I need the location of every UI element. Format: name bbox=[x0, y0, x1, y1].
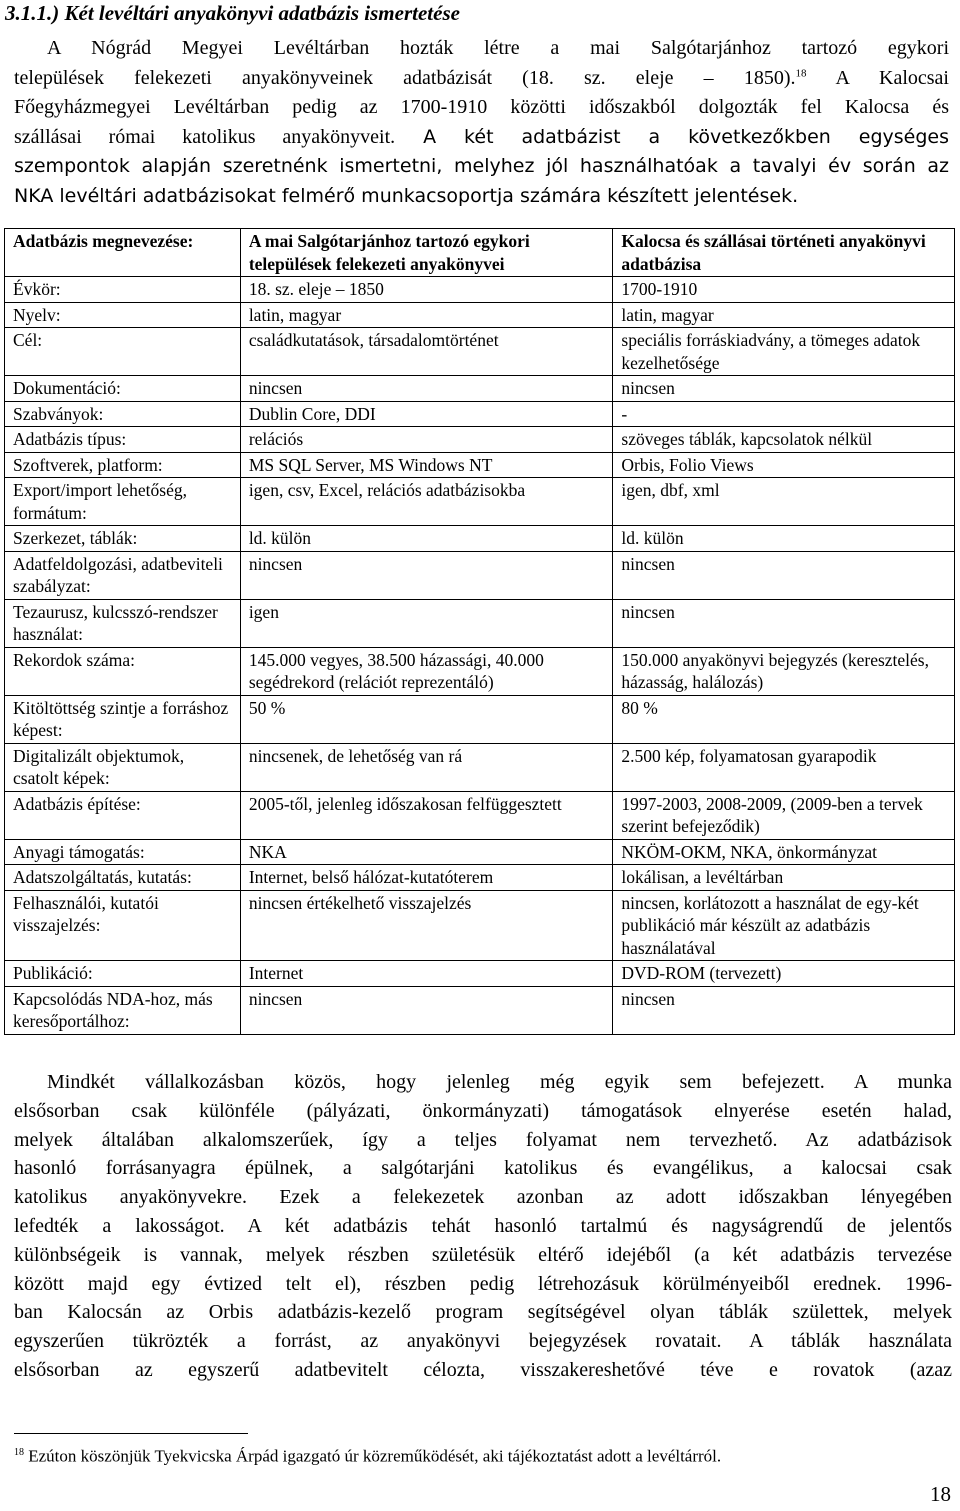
kalocsa-value-cell: szöveges táblák, kapcsolatok nélkül bbox=[613, 427, 955, 453]
closing-line: melyek általában alkalomszerűek, így a teljes folyamat nem tervezhető. Az adatbázisok bbox=[14, 1128, 952, 1151]
row-label-cell: Tezaurusz, kulcsszó-rendszer használat: bbox=[5, 599, 241, 647]
kalocsa-value-cell: NKÖM-OKM, NKA, önkormányzat bbox=[613, 839, 955, 865]
table-row bbox=[5, 328, 955, 376]
header-salgotarjan-cell: A mai Salgótarjánhoz tartozó egykori települések felekezeti anyakönyvei bbox=[240, 229, 613, 277]
row-label-cell: Nyelv: bbox=[5, 302, 241, 328]
table-row bbox=[5, 376, 955, 402]
kalocsa-value-cell: nincsen bbox=[613, 551, 955, 599]
row-label-cell: Rekordok száma: bbox=[5, 647, 241, 695]
footnote-number: 18 bbox=[14, 1447, 24, 1458]
kalocsa-value-cell: latin, magyar bbox=[613, 302, 955, 328]
salgotarjan-value-cell: igen bbox=[240, 599, 613, 647]
intro-line: szempontok alapján szeretnénk ismertetni, melyhez jól használhatóak a tavalyi év során az bbox=[14, 155, 949, 177]
salgotarjan-value-cell: ld. külön bbox=[240, 526, 613, 552]
closing-line: lefedték a lakosságot. A két adatbázis tehát hasonló tartalmú és nagyságrendű de jelentős bbox=[14, 1214, 952, 1237]
section-heading: 3.1.1.) Két levéltári anyakönyvi adatbázis ismertetése bbox=[5, 1, 460, 25]
intro-text: települések felekezeti anyakönyveinek adatbázisát (18. sz. eleje – 1850). bbox=[14, 66, 796, 89]
footnote-ref: 18 bbox=[795, 66, 807, 79]
row-label-cell: Publikáció: bbox=[5, 961, 241, 987]
kalocsa-value-cell: igen, dbf, xml bbox=[613, 478, 955, 526]
kalocsa-value-cell: - bbox=[613, 401, 955, 427]
closing-line: hasonló forrásanyagra épülnek, a salgótarjáni katolikus és evangélikus, a kalocsai csak bbox=[14, 1157, 952, 1180]
intro-line bbox=[14, 66, 949, 96]
table-row bbox=[5, 839, 955, 865]
salgotarjan-value-cell: relációs bbox=[240, 427, 613, 453]
row-label-cell: Adatbázis típus: bbox=[5, 427, 241, 453]
kalocsa-value-cell: speciális forráskiadvány, a tömeges adatok kezelhetősége bbox=[613, 328, 955, 376]
table-row bbox=[5, 302, 955, 328]
salgotarjan-value-cell: nincsen bbox=[240, 376, 613, 402]
closing-line: Mindkét vállalkozásban közös, hogy jelenleg még egyik sem befejezett. A munka bbox=[47, 1071, 952, 1093]
intro-text: A két adatbázist a következőkben egységes bbox=[395, 125, 949, 148]
intro-line bbox=[14, 125, 949, 155]
kalocsa-value-cell: Orbis, Folio Views bbox=[613, 452, 955, 478]
closing-line: elsősorban az egyszerű adatbevitelt célozta, visszakereshetővé téve e rovatok (azaz bbox=[14, 1358, 952, 1381]
salgotarjan-value-cell: családkutatások, társadalomtörténet bbox=[240, 328, 613, 376]
closing-line: között majd egy évtized telt el), részben pedig létrehozásuk körülményeiből erednek. 1996- bbox=[14, 1272, 952, 1295]
table-row bbox=[5, 452, 955, 478]
table-row bbox=[5, 647, 955, 695]
row-label-cell: Adatfeldolgozási, adatbeviteli szabályzat: bbox=[5, 551, 241, 599]
salgotarjan-value-cell: nincsen bbox=[240, 986, 613, 1034]
table-row bbox=[5, 695, 955, 743]
intro-text: szállásai római katolikus anyakönyveit. bbox=[14, 125, 396, 148]
kalocsa-value-cell: nincsen bbox=[613, 599, 955, 647]
kalocsa-value-cell: 2.500 kép, folyamatosan gyarapodik bbox=[613, 743, 955, 791]
kalocsa-value-cell: 1997-2003, 2008-2009, (2009-ben a tervek szerint befejeződik) bbox=[613, 791, 955, 839]
table-header-row bbox=[5, 229, 955, 277]
row-label-cell: Szabványok: bbox=[5, 401, 241, 427]
closing-line: elsősorban csak különféle (pályázati, önkormányzati) támogatások elnyerése esetén halad, bbox=[14, 1099, 952, 1122]
salgotarjan-value-cell: nincsen értékelhető visszajelzés bbox=[240, 890, 613, 961]
row-label-cell: Kapcsolódás NDA-hoz, más keresőportálhoz: bbox=[5, 986, 241, 1034]
table-row bbox=[5, 986, 955, 1034]
kalocsa-value-cell: 1700-1910 bbox=[613, 277, 955, 303]
row-label-cell: Adatszolgáltatás, kutatás: bbox=[5, 865, 241, 891]
table-row bbox=[5, 890, 955, 961]
salgotarjan-value-cell: 50 % bbox=[240, 695, 613, 743]
kalocsa-value-cell: 150.000 anyakönyvi bejegyzés (keresztelés, házasság, halálozás) bbox=[613, 647, 955, 695]
salgotarjan-value-cell: NKA bbox=[240, 839, 613, 865]
header-label-cell: Adatbázis megnevezése: bbox=[5, 229, 241, 277]
closing-line: különbségeik is vannak, melyek részben születésük eltérő idejéből (a két adatbázis tervezése bbox=[14, 1243, 952, 1266]
footnote-divider bbox=[14, 1433, 248, 1434]
table-row bbox=[5, 401, 955, 427]
table-row bbox=[5, 791, 955, 839]
table-row bbox=[5, 599, 955, 647]
salgotarjan-value-cell: latin, magyar bbox=[240, 302, 613, 328]
kalocsa-value-cell: lokálisan, a levéltárban bbox=[613, 865, 955, 891]
row-label-cell: Export/import lehetőség, formátum: bbox=[5, 478, 241, 526]
closing-paragraph bbox=[14, 1070, 952, 1387]
salgotarjan-value-cell: 18. sz. eleje – 1850 bbox=[240, 277, 613, 303]
salgotarjan-value-cell: MS SQL Server, MS Windows NT bbox=[240, 452, 613, 478]
table-row bbox=[5, 551, 955, 599]
row-label-cell: Évkör: bbox=[5, 277, 241, 303]
row-label-cell: Dokumentáció: bbox=[5, 376, 241, 402]
closing-line: katolikus anyakönyvekre. Ezek a felekezetek azonban az adott időszakban lényegében bbox=[14, 1186, 952, 1209]
salgotarjan-value-cell: Dublin Core, DDI bbox=[240, 401, 613, 427]
row-label-cell: Felhasználói, kutatói visszajelzés: bbox=[5, 890, 241, 961]
kalocsa-value-cell: nincsen bbox=[613, 376, 955, 402]
closing-line: ban Kalocsán az Orbis adatbázis-kezelő program segítségével olyan táblák születtek, melyek bbox=[14, 1301, 952, 1324]
table-row bbox=[5, 478, 955, 526]
row-label-cell: Anyagi támogatás: bbox=[5, 839, 241, 865]
kalocsa-value-cell: nincsen, korlátozott a használat de egy-két publikáció már készült az adatbázis használatával bbox=[613, 890, 955, 961]
row-label-cell: Szoftverek, platform: bbox=[5, 452, 241, 478]
row-label-cell: Kitöltöttség szintje a forráshoz képest: bbox=[5, 695, 241, 743]
footnote bbox=[14, 1442, 721, 1468]
row-label-cell: Szerkezet, táblák: bbox=[5, 526, 241, 552]
table-row bbox=[5, 526, 955, 552]
kalocsa-value-cell: ld. külön bbox=[613, 526, 955, 552]
salgotarjan-value-cell: igen, csv, Excel, relációs adatbázisokba bbox=[240, 478, 613, 526]
salgotarjan-value-cell: Internet, belső hálózat-kutatóterem bbox=[240, 865, 613, 891]
table-row bbox=[5, 277, 955, 303]
table-body bbox=[5, 277, 955, 1035]
kalocsa-value-cell: 80 % bbox=[613, 695, 955, 743]
closing-line: egyszerűen tükrözték a forrást, az anyakönyvi bejegyzések rovatait. A táblák használata bbox=[14, 1330, 952, 1353]
intro-paragraph bbox=[14, 36, 949, 213]
footnote-text: Ezúton köszönjük Tyekvicska Árpád igazgató úr közreműködését, aki tájékoztatást adott a levéltárról. bbox=[24, 1446, 722, 1466]
table-row bbox=[5, 743, 955, 791]
kalocsa-value-cell: nincsen bbox=[613, 986, 955, 1034]
salgotarjan-value-cell: 145.000 vegyes, 38.500 házassági, 40.000 segédrekord (relációt reprezentáló) bbox=[240, 647, 613, 695]
table-row bbox=[5, 865, 955, 891]
intro-line: NKA levéltári adatbázisokat felmérő munkacsoportja számára készített jelentések. bbox=[14, 184, 799, 207]
row-label-cell: Adatbázis építése: bbox=[5, 791, 241, 839]
intro-line: A Nógrád Megyei Levéltárban hozták létre a mai Salgótarjánhoz tartozó egykori bbox=[47, 37, 949, 59]
salgotarjan-value-cell: Internet bbox=[240, 961, 613, 987]
table-row bbox=[5, 427, 955, 453]
salgotarjan-value-cell: nincsenek, de lehetőség van rá bbox=[240, 743, 613, 791]
salgotarjan-value-cell: 2005-től, jelenleg időszakosan felfüggesztett bbox=[240, 791, 613, 839]
row-label-cell: Digitalizált objektumok, csatolt képek: bbox=[5, 743, 241, 791]
comparison-table bbox=[4, 228, 955, 1035]
kalocsa-value-cell: DVD-ROM (tervezett) bbox=[613, 961, 955, 987]
intro-text: A Kalocsai bbox=[806, 66, 949, 89]
salgotarjan-value-cell: nincsen bbox=[240, 551, 613, 599]
row-label-cell: Cél: bbox=[5, 328, 241, 376]
page-number: 18 bbox=[930, 1482, 951, 1506]
table-row bbox=[5, 961, 955, 987]
header-kalocsa-cell: Kalocsa és szállásai történeti anyakönyvi adatbázisa bbox=[613, 229, 955, 277]
intro-line: Főegyházmegyei Levéltárban pedig az 1700-1910 közötti időszakból dolgozták fel Kalocsa és bbox=[14, 96, 949, 118]
